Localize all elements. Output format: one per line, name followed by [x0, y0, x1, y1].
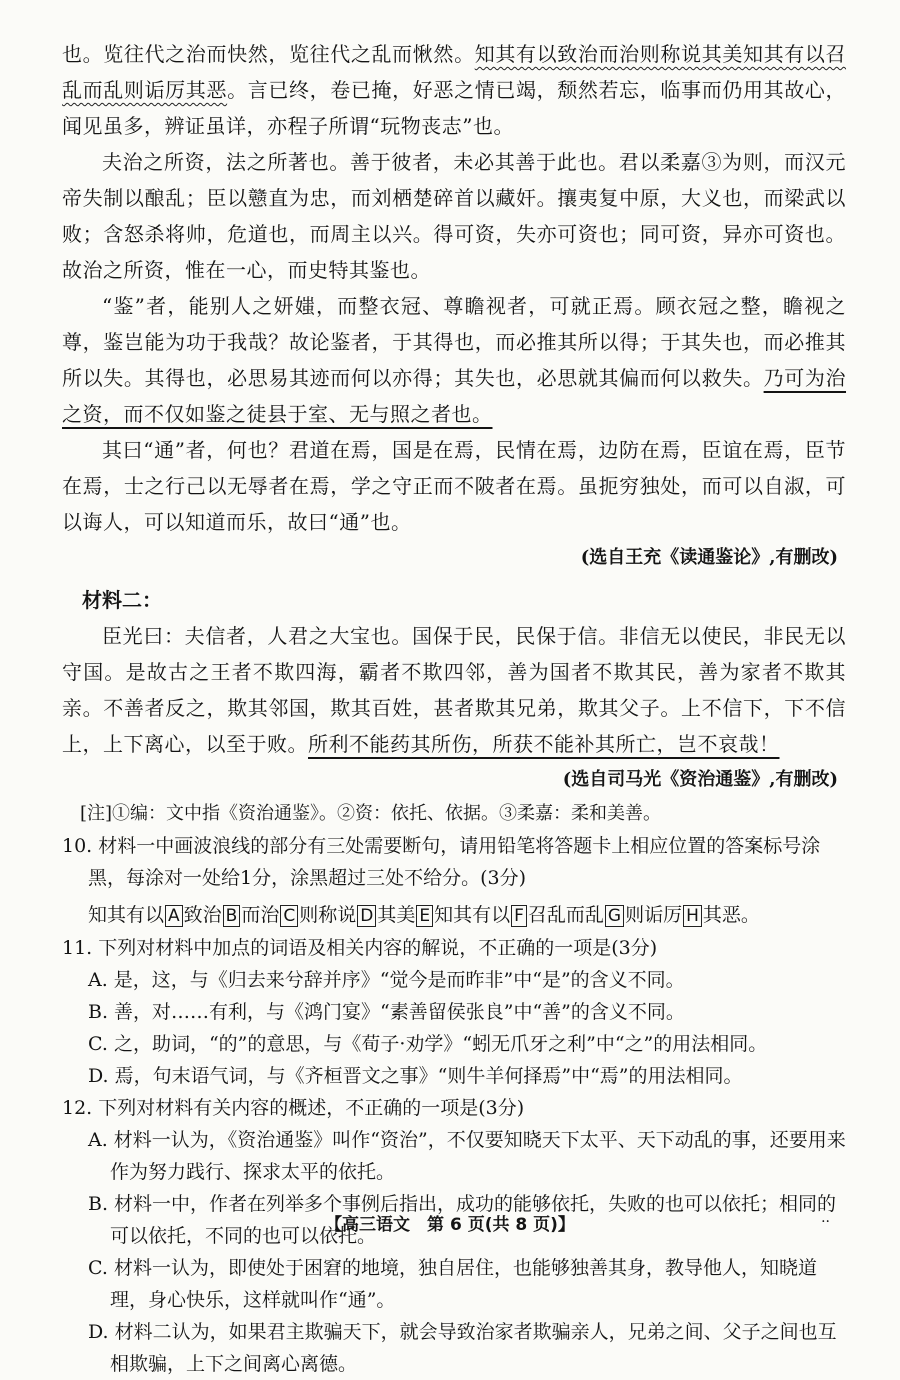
underlined-sentence: 所利不能药其所伤，所获不能补其所亡，岂不哀哉！ [308, 732, 780, 756]
question-12 [62, 1092, 846, 1380]
question-10 [62, 830, 846, 932]
option-box-b[interactable]: B [223, 905, 241, 927]
question-11-stem: 11. 下列对材料中加点的词语及相关内容的解说，不正确的一项是(3分) [62, 937, 658, 959]
question-11-option-b: B. 善，对……有利，与《鸿门宴》“素善留侯张良”中“善”的含义不同。 [88, 1001, 685, 1023]
question-10-segments: 知其有以 A 致治 B 而治 C 则称说 D 其美 E 知其有以 F 召乱而乱 G 则诟厉 H 其恶。 [88, 904, 760, 926]
option-box-c[interactable]: C [280, 905, 298, 927]
material1-paragraph-1: 也。览往代之治而快然，览往代之乱而愀然。知其有以致治而治则称说其美知其有以召乱而乱则诟厉其恶。言已终，卷已掩，好恶之情已竭，颓然若忘，临事而仍用其故心，闻见虽多，辨证虽详，亦程子所谓“玩物丧志”也。 [62, 42, 847, 138]
question-12-option-d: D. 材料二认为，如果君主欺骗天下，就会导致治家者欺骗亲人，兄弟之间、父子之间也互相欺骗，上下之间离心离德。 [88, 1321, 837, 1375]
material2-source: (选自司马光《资治通鉴》,有删改) [562, 769, 838, 790]
option-box-d[interactable]: D [357, 905, 376, 927]
annotation-note: [注]①编：文中指《资治通鉴》。②资：依托、依据。③柔嘉：柔和美善。 [80, 803, 662, 824]
material2-title: 材料二： [82, 588, 162, 612]
material1-paragraph-3: “鉴”者，能别人之妍媸，而整衣冠、尊瞻视者，可就正焉。顾衣冠之整，瞻视之尊，鉴岂能为功于我哉？故论鉴者，于其得也，而必推其所以得；于其失也，而必推其所以失。其得也，必思易其迹而何以亦得；其失也，必思就其偏而何以救失。乃可为治之资，而不仅如鉴之徒县于室、无与照之者也。 [62, 294, 847, 426]
corner-mark: ·· [821, 1214, 830, 1230]
question-12-stem: 12. 下列对材料有关内容的概述，不正确的一项是(3分) [62, 1097, 525, 1119]
option-box-g[interactable]: G [605, 905, 624, 927]
underlined-sentence: 乃可为治之资，而不仅如鉴之徒县于室、无与照之者也。 [62, 366, 847, 426]
question-11-option-c: C. 之，助词，“的”的意思，与《荀子·劝学》“蚓无爪牙之利”中“之”的用法相同。 [88, 1033, 768, 1055]
option-box-f[interactable]: F [511, 905, 527, 927]
question-12-option-c: C. 材料一认为，即使处于困窘的地境，独自居住，也能够独善其身，教导他人，知晓道理，身心快乐，这样就叫作“通”。 [88, 1257, 817, 1311]
question-10-stem: 10. 材料一中画波浪线的部分有三处需要断句，请用铅笔将答题卡上相应位置的答案标号涂黑，每涂对一处给1分，涂黑超过三处不给分。(3分) [62, 835, 821, 889]
question-11 [62, 932, 846, 1092]
question-11-option-d: D. 焉，句末语气词，与《齐桓晋文之事》“则牛羊何择焉”中“焉”的用法相同。 [88, 1065, 743, 1087]
material1-paragraph-4: 其曰“通”者，何也？君道在焉，国是在焉，民情在焉，边防在焉，臣谊在焉，臣节在焉，士之行己以无辱者在焉，学之守正而不陂者在焉。虽扼穷独处，而可以自淑，可以诲人，可以知道而乐，故曰“通”也。 [62, 438, 846, 534]
question-12-option-b: B. 材料一中，作者在列举多个事例后指出，成功的能够依托，失败的也可以依托；相同的可以依托，不同的也可以依托。 [88, 1193, 837, 1247]
material1-source: (选自王充《读通鉴论》,有删改) [580, 547, 838, 568]
option-box-e[interactable]: E [416, 905, 433, 927]
material1-paragraph-2: 夫治之所资，法之所著也。善于彼者，未必其善于此也。君以柔嘉③为则，而汉元帝失制以酿乱；臣以戆直为忠，而刘栖楚碎首以藏奸。攘夷复中原，大义也，而梁武以败；含怒杀将帅，危道也，而周主以兴。得可资，失亦可资也；同可资，异亦可资也。故治之所资，惟在一心，而史特其鉴也。 [62, 150, 846, 282]
question-11-option-a: A. 是，这，与《归去来兮辞并序》“觉今是而昨非”中“是”的含义不同。 [88, 969, 685, 991]
page-footer: 【高三语文 第 6 页(共 8 页)】 [325, 1215, 575, 1235]
question-12-option-a: A. 材料一认为，《资治通鉴》叫作“资治”，不仅要知晓天下太平、天下动乱的事，还要用来作为努力践行、探求太平的依托。 [88, 1129, 846, 1183]
material2-paragraph: 臣光曰：夫信者，人君之大宝也。国保于民，民保于信。非信无以使民，非民无以守国。是故古之王者不欺四海，霸者不欺四邻，善为国者不欺其民，善为家者不欺其亲。不善者反之，欺其邻国，欺其百姓，甚者欺其兄弟，欺其父子。上不信下，下不信上，上下离心，以至于败。所利不能药其所伤，所获不能补其所亡，岂不哀哉！ [62, 624, 846, 756]
wavy-underlined-text: 知其有以致治而治则称说其美知其有以召乱而乱则诟厉其恶 [62, 42, 847, 102]
option-box-a[interactable]: A [165, 905, 183, 927]
option-box-h[interactable]: H [683, 905, 702, 927]
